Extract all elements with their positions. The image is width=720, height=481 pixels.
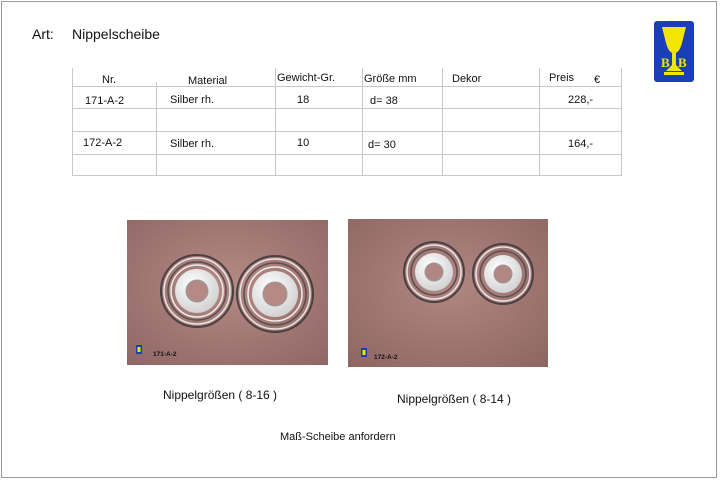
row1-nr: 171-A-2 [85,95,125,107]
photo-caption: Nippelgrößen ( 8-16 ) [163,388,278,402]
goblet-logo-icon [654,21,694,82]
art-label: Art: [32,26,54,42]
photo-caption: Nippelgrößen ( 8-14 ) [397,392,512,406]
header-nr: Nr. [102,74,117,86]
row1-material: Silber rh. [170,94,215,106]
photo-label: 171-A-2 [153,351,177,358]
row1-price: 228,- [568,94,594,106]
product-photo-171 [127,220,328,365]
product-table [72,68,622,176]
article-name: Nippelscheibe [72,26,160,42]
header-size: Größe mm [364,73,417,85]
row2-material: Silber rh. [170,138,215,150]
row2-nr: 172-A-2 [83,137,123,149]
product-photo-172 [348,219,548,367]
header-decor: Dekor [452,73,482,85]
logo-letter-left: B [661,55,670,70]
row2-price: 164,- [568,138,594,150]
header-material: Material [188,75,228,87]
row1-weight: 18 [297,94,310,106]
request-note: Maß-Scheibe anfordern [280,431,396,443]
row2-size: d= 30 [368,139,396,151]
header-weight: Gewicht-Gr. [277,72,336,84]
header-currency: € [594,74,601,86]
header-price: Preis [549,72,575,84]
logo-letter-right: B [678,55,687,70]
row1-size: d= 38 [370,95,398,107]
photo-label: 172-A-2 [374,354,398,361]
row2-weight: 10 [297,137,310,149]
